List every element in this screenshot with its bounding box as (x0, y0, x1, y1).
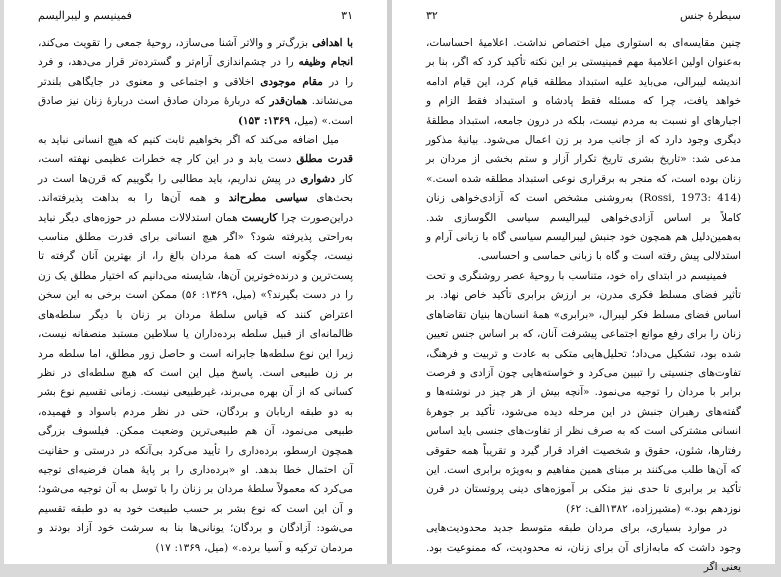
right-paragraph-3: در موارد بسیاری، برای مردان طبقه متوسط جدید محدودیت‌هایی وجود داشت که مابه‌ازای آن برای زنان، نه محدودیت، که ممنوعیت بود. یعنی اگر (426, 522, 741, 573)
right-paragraph-2: فمینیسم در ابتدای راه خود، متناسب با روحیهٔ عصر روشنگری و تحت تأثیر فضای مسلط فکری مدرن، بر ارزش برابری تأکید خاص نهاد. بر اساس فضای مسلط فکر لیبرال، «برابری» همهٔ انسان‌ها بنیان تقاضاهای زنان را برای رفع موانع اجتماعی پیشرفت آنان، که بر اساس جنس تعیین شده بود، تشکیل می‌داد؛ تحلیل‌هایی متکی به عادت و تربیت و فرهنگ، تفاوت‌های جنسیتی را تبیین می‌کرد و خواسته‌هایی چون آزادی و فرصت برابر با مردان را توجیه می‌نمود. «آنچه بیش از هر چیز در نوشته‌ها و گفته‌های رهبران جنبش در این مرحله دیده می‌شود، تأکید بر جوهرهٔ انسانی مشترکی است که به صرف نظر از تفاوت‌های جنسی باید اساس رفتارها، شئون، حقوق و شخصیت افراد قرار گیرد و تقریباً همه حقوقی که آن‌ها طلب می‌کنند بر مبنای همین مفاهیم و به‌ویژه برابری است. این تأکید بر برابری تا حدی نیز متکی بر آموزه‌های دینی پروتستان در قرن نوزدهم بود.» (مشیرزاده، ۱۳۸۲الف: ۶۲) (426, 269, 741, 515)
left-p2-text-3: در پیش نداریم، باید مطالبی را بگوییم که قرن‌ها است در بحث‌های (38, 172, 353, 205)
left-p2-bold-4: سیاسی مطرح‌اند (228, 192, 308, 205)
left-p2-text-2: دست یابد و در این کار چه خطرات عظیمی نهفته است، کار (38, 153, 353, 185)
left-page-body (38, 34, 353, 558)
left-p1-text-4: که دربارهٔ مردان صادق است دربارهٔ زنان نیز صادق است.» (میل، (38, 95, 353, 127)
left-paragraph-2 (38, 131, 353, 558)
left-p2-bold-3: دشواری (300, 172, 335, 185)
left-p1-bold-4: همان‌قدر (269, 95, 308, 108)
right-page-number: ۳۲ (426, 9, 438, 22)
left-p1-bold-3: مقام موجودی (260, 75, 323, 88)
right-page-body (426, 34, 741, 573)
left-p1-text-2: را در چشم‌اندازی آرام‌تر و گسترده‌تر قرار می‌دهد، و فرد را در (38, 56, 354, 88)
right-paragraph-1: چنین مقایسه‌ای به استواری میل اختصاص نداشت. اعلامیهٔ احساسات، به‌عنوان اولین اعلامیهٔ مهم فمینیستی بر این نکته تأکید کرد که اگر، بنا بر اندیشه لیبرالی، می‌باید علیه استبداد مطلقه قیام کرد، این قیام ادامه خواهد یافت، چرا که مسئله فقط پادشاه و استبداد فقط الزام و اجبارهای او نسبت به مردم نیست، بلکه در درون جامعه، استبداد مطلقهٔ دیگری وجود دارد که از جانب مرد بر زن اعمال می‌شود. بیانیهٔ مذکور مدعی شد: «تاریخ بشری تاریخ تکرار آزار و ستم بخشی از مردان بر زنان بوده است، که منجر به برقراری نوعی استبداد مطلقه شده است.» (Rossi, 1973: 414) به‌روشنی مشخص است که آزادی‌خواهی زنان کاملاً بر اساس آزادی‌خواهی لیبرالیسم سیاسی الگوسازی شد. به‌همین‌دلیل هم همچون خود جنبش لیبرالیسم سیاسی گاه با زبانی آرام و استدلالی پیش رفته است و گاه با زبانی حماسی و احساسی. (426, 37, 741, 263)
left-page-running-title: فمینیسم و لیبرالیسم (38, 9, 132, 22)
left-p1-bold-5: ۱۳۶۹: ۱۵۳) (238, 114, 290, 127)
left-p2-bold-2: قدرت مطلق (296, 153, 353, 166)
left-paragraph-1 (38, 34, 353, 131)
left-page-header (38, 6, 353, 26)
right-page (392, 0, 775, 573)
left-p2-text-4: و همه آن‌ها را به بداهت پذیرفته‌اند. دراین‌صورت چرا (38, 192, 353, 224)
left-p1-text-3: اخلاقی و اجتماعی و معنوی در جایگاهی بلندتر می‌نشاند. (38, 75, 353, 108)
right-page-running-title: سیطرهٔ جنس (679, 9, 741, 22)
right-page-header (426, 6, 741, 26)
left-p1-text-1: بزرگ‌تر و والاتر آشنا می‌سازد، روحیهٔ جمعی را تقویت می‌کند، (38, 37, 313, 49)
left-p1-bold-1: با اهدافی (312, 37, 354, 49)
left-p2-text-1: میل اضافه می‌کند که اگر بخواهیم ثابت کنیم که هیچ انسانی نباید به (38, 134, 339, 147)
left-p2-bold-5: کاربست (241, 211, 278, 224)
left-page (4, 0, 387, 564)
left-p1-bold-2: انجام وظیفه (298, 56, 353, 69)
left-page-number: ۳۱ (341, 9, 353, 22)
left-p2-text-5: همان استدلالات مسلم در حوزه‌های دیگر نباید به‌راحتی پذیرفته شود؟ «اگر هیچ انسانی برای قدرت مطلق مناسب نیست، چگونه است که همهٔ مردان بالغ را، از بهترین آنان گرفته تا پست‌ترین و درنده‌خوترین آن‌ها، شایسته می‌دانیم که اختیار مطلق یک زن را در دست بگیرند؟» (میل، ۱۳۶۹: ۵۶) ممکن است برخی به این سخن اعتراض کنند که قیاس سلطهٔ مردان بر زنان با دیگر سلطه‌های ظالمانه‌ای از قبیل سلطه برده‌داران یا سلاطین مستبد منصفانه نیست، زیرا این نوع سلطه‌ها جابرانه است و حاصل زور مطلق، اما سلطه مرد بر زن طبیعی است. پاسخ میل این است که هیچ سلطه‌ای در نظر کسانی که از آن بهره می‌برند، غیرطبیعی نیست. زمانی تقسیم نوع بشر به دو طبقه اربابان و بردگان، حتی در نظر مردم باسواد و فهمیده، طبیعی می‌نمود، آن هم طبیعی‌ترین وضعیت ممکن. فیلسوف بزرگی همچون ارسطو، برده‌داری را تأیید می‌کرد بی‌آنکه در درستی و حقانیت آن احتمال خطا بدهد. او «برده‌داری را بر پایهٔ همان فرضیه‌ای توجیه می‌کرد که معمولاً سلطهٔ مردان بر زنان را با توسل به آن توجیه می‌شود؛ و آن این است که نوع بشر بر حسب طبیعت خود به دو طبقه تقسیم می‌شود: آزادگان و بردگان؛ یونانی‌ها بنا به سرشت خود آزاد بودند و مردمان ترکیه و آسیا برده.» (میل، ۱۳۶۹: ۱۷) (38, 211, 354, 554)
